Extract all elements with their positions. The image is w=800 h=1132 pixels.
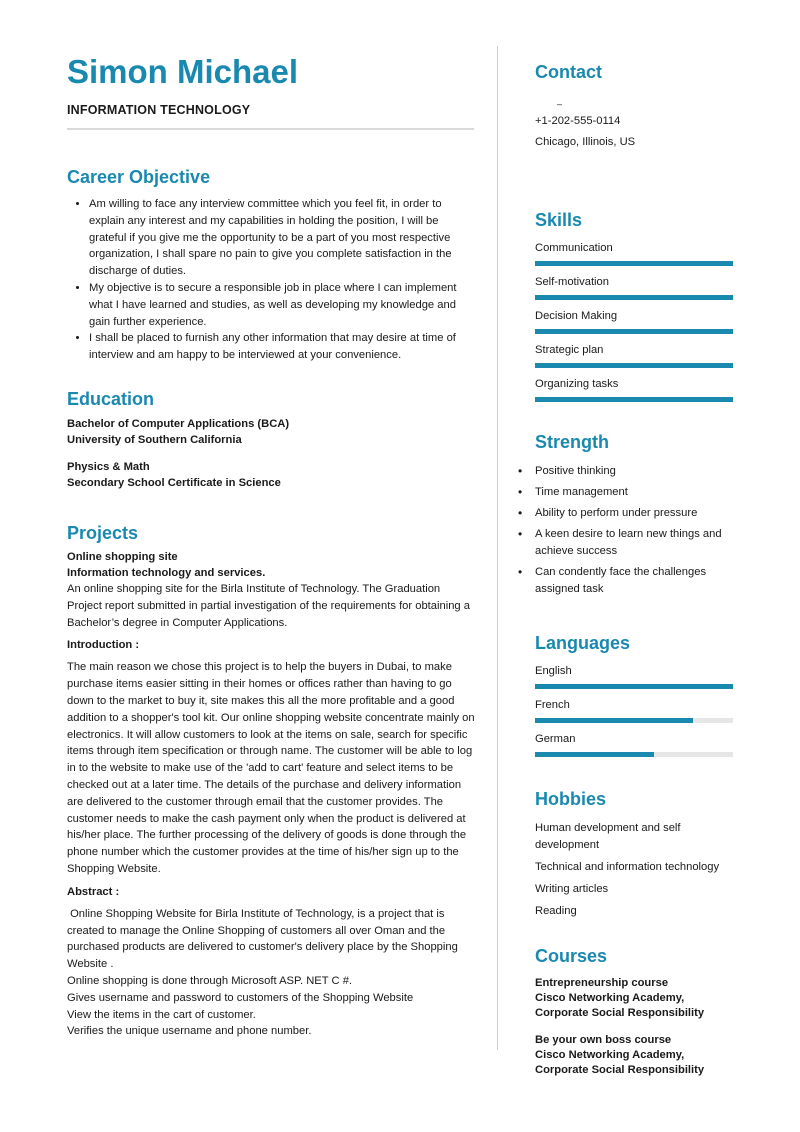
language-bar-fill [535,684,733,689]
course-entry [535,976,735,1021]
education-school: Secondary School Certificate in Science [67,476,281,489]
language-bar-track [535,684,733,689]
hobby-item: Technical and information technology [535,861,720,873]
hobby-item: Human development and self development [535,822,681,851]
abstract-label: Abstract : [67,885,120,898]
course-provider: Cisco Networking Academy, Corporate Social Responsibility [535,1049,705,1076]
language-bar-track [535,718,733,723]
contact-email[interactable]: – [557,99,563,109]
languages-heading: Languages [535,633,631,653]
hobbies-heading: Hobbies [535,789,607,809]
language-bar-fill [535,718,693,723]
list-item: • Can condently face the challenges assigned task [535,564,735,598]
career-objective-heading: Career Objective [67,167,211,187]
skill-bar-fill [535,295,733,300]
project-entry [67,549,477,1040]
language-item [535,731,735,757]
course-name: Be your own boss course [535,1034,672,1046]
course-entry [535,1033,735,1078]
skill-item [535,274,735,300]
strength-heading: Strength [535,432,609,452]
language-label: French [535,699,570,711]
language-item [535,663,735,689]
education-degree: Physics & Math [67,460,150,473]
skill-item [535,376,735,402]
candidate-name [67,52,477,92]
skill-item [535,308,735,334]
header-divider [67,128,474,130]
language-item [535,697,735,723]
contact-location: Chicago, Illinois, US [535,136,636,148]
right-column [535,60,735,1078]
skills-list [535,240,735,402]
education-school: University of Southern California [67,433,242,446]
left-column [67,52,477,1040]
language-label: German [535,733,576,745]
skill-bar-fill [535,261,733,266]
introduction-text: The main reason we chose this project is to help the buyers in Dubai, to make purchase items easier sitting in their homes or offices rather than having to go down to the market to buy it, site makes this all the more profitable and a good addition to a shopper's tool kit. Our online shopping website concentrate mainly on electronics. It will allow customers to look at the items on sale, search for specific items through item specification or through name. The customer will be able to log in to the website to make use of the 'add to cart' feature and select items to be checked out at a later time. The details of the purchase and delivery information are delivered to the customer through email that the customer provides. The customer needs to make the cash payment only when the product is delivered at his/her place. The further processing of the delivery of goods is done through the phone number which the customer provides at the time of his/her sign up to the Shopping Website. [67,661,475,875]
language-bar-fill [535,752,654,757]
abstract-line: Verifies the unique username and phone number. [67,1025,312,1038]
language-label: English [535,665,572,677]
job-title: INFORMATION TECHNOLOGY [67,103,251,117]
project-name: Online shopping site [67,550,178,563]
list-item: • I shall be placed to furnish any other information that may desire at time of interview and am happy to be interviewed at your convenience. [89,330,477,364]
skill-bar-fill [535,329,733,334]
education-heading: Education [67,388,155,409]
course-name: Entrepreneurship course [535,977,669,989]
skill-label: Strategic plan [535,344,604,356]
strength-list [535,463,735,598]
list-item: • Positive thinking [535,463,735,480]
list-item: • Ability to perform under pressure [535,505,735,522]
skill-bar-track [535,329,733,334]
project-subtitle: Information technology and services. [67,566,266,579]
hobby-item: Writing articles [535,883,609,895]
skill-bar-fill [535,397,733,402]
skill-bar-track [535,397,733,402]
first-name: Simon [67,53,168,90]
list-item: • My objective is to secure a responsible job in place where I can implement what I have learned and studies, as well as developing my knowledge and gain further experience. [89,280,477,330]
skill-bar-track [535,295,733,300]
abstract-line: Gives username and password to customers of the Shopping Website [67,991,414,1004]
abstract-line: Online shopping is done through Microsoft ASP. NET C #. [67,974,353,987]
skill-item [535,240,735,266]
skills-heading: Skills [535,210,583,230]
last-name: Michael [177,53,299,90]
project-description: An online shopping site for the Birla Institute of Technology. The Graduation Project report submitted in partial investigation of the requirements for obtaining a Bachelor’s degree in Computer Applications. [67,582,470,629]
career-objective-list [67,196,477,364]
introduction-label: Introduction : [67,639,140,652]
course-provider: Cisco Networking Academy, Corporate Social Responsibility [535,992,705,1019]
courses-heading: Courses [535,946,608,966]
skill-bar-track [535,363,733,368]
languages-list [535,663,735,757]
list-item: • Time management [535,484,735,501]
abstract-text: Online Shopping Website for Birla Institute of Technology, is a project that is created to manage the Online Shopping of customers all over Oman and the purchased products are delivered to customer's delivery place by the Shopping Website . [67,907,461,971]
language-bar-track [535,752,733,757]
hobby-item: Reading [535,905,577,917]
skill-label: Self-motivation [535,276,609,288]
skill-label: Communication [535,242,613,254]
list-item: • A keen desire to learn new things and achieve success [535,526,735,560]
contact-phone[interactable]: +1-202-555-0114 [535,115,621,127]
education-degree: Bachelor of Computer Applications (BCA) [67,417,290,430]
education-entry [67,416,477,448]
contact-heading: Contact [535,62,602,82]
skill-label: Organizing tasks [535,378,619,390]
skill-bar-fill [535,363,733,368]
column-divider [497,46,498,1050]
education-entry [67,459,477,491]
list-item: • Am willing to face any interview committee which you feel fit, in order to explain any interest and my capabilities in holding the position, I will be grateful if you give me the opportunity to be a part of you most respective organization, I shall spare no pain to give you complete satisfaction in the discharge of duties. [89,196,477,280]
abstract-line: View the items in the cart of customer. [67,1008,256,1021]
skill-label: Decision Making [535,310,618,322]
hobbies-list [535,820,735,920]
projects-heading: Projects [67,522,139,543]
skill-item [535,342,735,368]
skill-bar-track [535,261,733,266]
